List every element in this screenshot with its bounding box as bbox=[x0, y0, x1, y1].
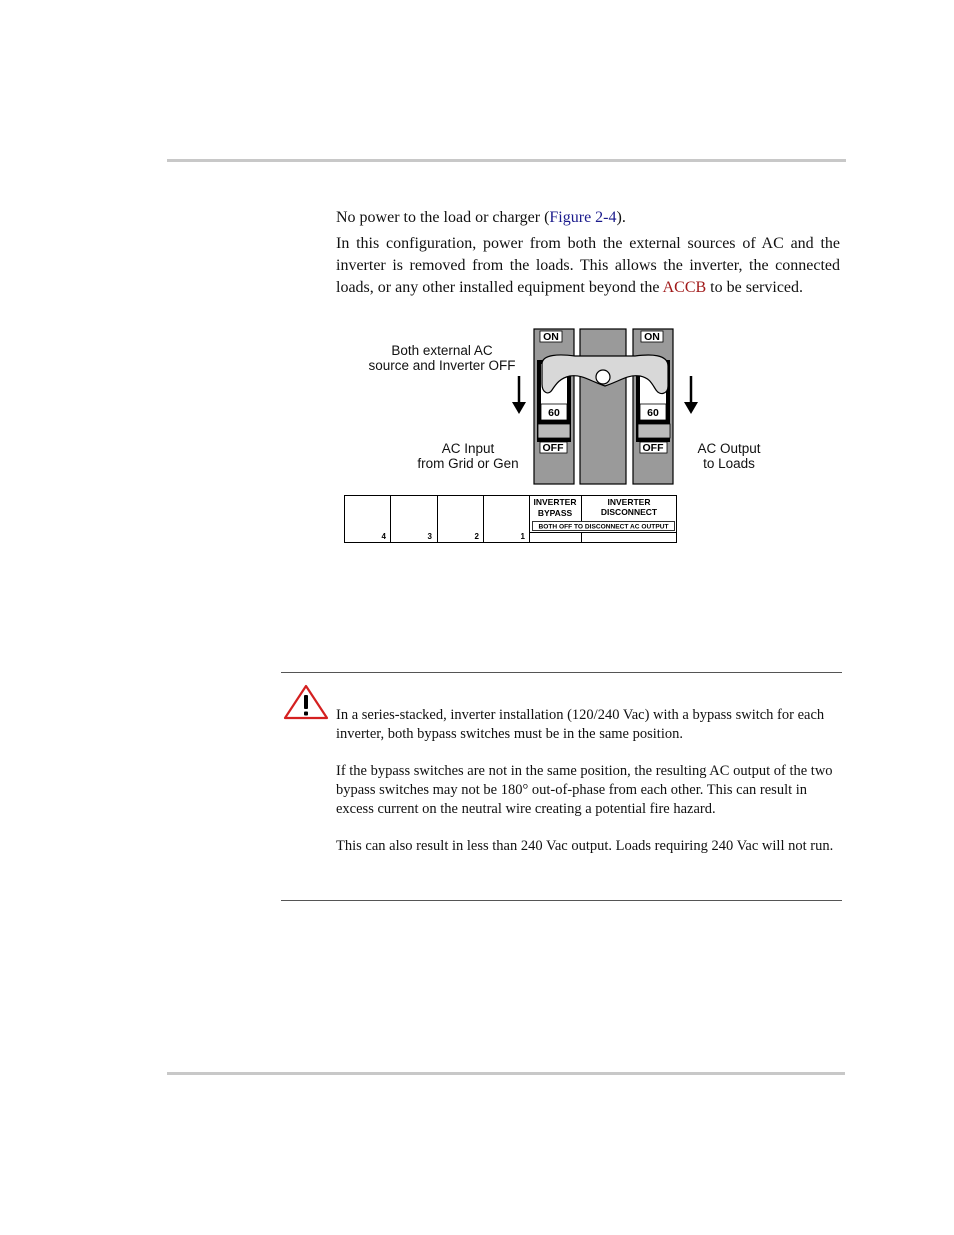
breaker-right[interactable] bbox=[633, 329, 673, 484]
warning-bottom-rule bbox=[281, 900, 842, 901]
panel-note: BOTH OFF TO DISCONNECT AC OUTPUT bbox=[538, 523, 669, 531]
arrow-down-left bbox=[512, 376, 526, 414]
disconnect-label-2: DISCONNECT bbox=[600, 507, 658, 517]
breaker-right-off: OFF bbox=[642, 442, 664, 454]
warning-paragraph-2: If the bypass switches are not in the same position, the resulting AC output of the two bypass switches may not be 180° out-of-phase from each other. This can result in excess current on the neutral wire creating a potential fire hazard. bbox=[336, 763, 833, 817]
breaker-left[interactable] bbox=[534, 329, 574, 484]
slot-1: 1 bbox=[520, 532, 525, 541]
figure-link[interactable]: Figure 2-4 bbox=[549, 209, 617, 226]
arrow-down-right bbox=[684, 376, 698, 414]
slot-4: 4 bbox=[381, 532, 386, 541]
disconnect-label-1: INVERTER bbox=[607, 497, 651, 507]
breaker-left-rating: 60 bbox=[548, 407, 560, 419]
slot-3: 3 bbox=[427, 532, 432, 541]
bypass-label-1: INVERTER bbox=[533, 497, 577, 507]
panel-directory bbox=[344, 495, 678, 544]
warning-paragraph-3: This can also result in less than 240 Vac output. Loads requiring 240 Vac will not run. bbox=[336, 838, 834, 854]
warning-paragraph-1: In a series-stacked, inverter installation (120/240 Vac) with a bypass switch for each inverter, both bypass switches must be in the same position. bbox=[336, 707, 825, 742]
warning-triangle-icon bbox=[283, 684, 329, 720]
breaker-right-rating: 60 bbox=[647, 407, 659, 419]
interlock-screw bbox=[596, 370, 610, 384]
accb-link[interactable]: ACCB bbox=[662, 279, 707, 296]
intro-line: No power to the load or charger (Figure 2-4). bbox=[336, 209, 626, 226]
breaker-right-on: ON bbox=[644, 331, 660, 343]
slot-2: 2 bbox=[474, 532, 479, 541]
footer-rule bbox=[167, 1072, 845, 1075]
header-rule bbox=[167, 159, 846, 162]
intro-body: In this configuration, power from both the external sources of AC and the inverter is removed from the loads. This allows the inverter, the connected loads, or any other installed equipment beyond the ACCB to be serviced. bbox=[336, 235, 840, 296]
label-ac-output: AC Output to Loads bbox=[697, 441, 761, 471]
breaker-left-off: OFF bbox=[542, 442, 564, 454]
label-both-off: Both external AC source and Inverter OFF bbox=[368, 343, 516, 373]
breaker-left-on: ON bbox=[543, 331, 559, 343]
breaker-diagram bbox=[500, 320, 710, 492]
breaker-middle-blank bbox=[580, 329, 626, 484]
bypass-label-2: BYPASS bbox=[537, 508, 573, 518]
label-ac-input: AC Input from Grid or Gen bbox=[417, 441, 519, 471]
warning-top-rule bbox=[281, 672, 842, 673]
